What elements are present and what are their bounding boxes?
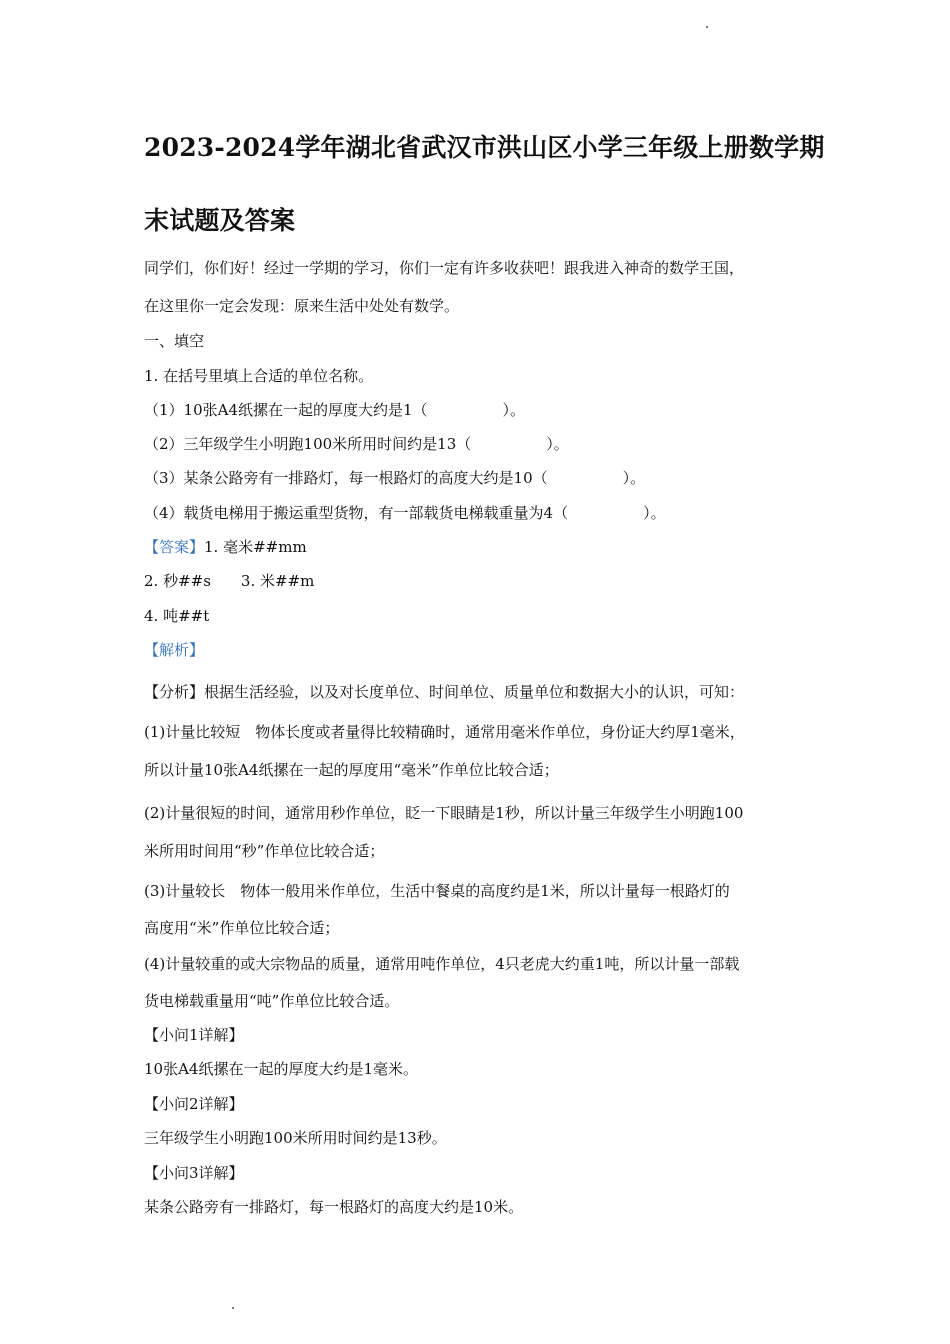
question-1-part-1: （1）10张A4纸摞在一起的厚度大约是1（ ）。 xyxy=(144,401,526,419)
title-line-2: 末试题及答案 xyxy=(144,206,296,235)
analysis-1-line-2: 所以计量10张A4纸摞在一起的厚度用“毫米”作单位比较合适； xyxy=(144,761,559,779)
analysis-2-line-1: (2)计量很短的时间，通常用秒作单位，眨一下眼睛是1秒，所以计量三年级学生小明跑100 xyxy=(144,804,744,822)
detail-2-text: 三年级学生小明跑100米所用时间约是13秒。 xyxy=(144,1129,447,1147)
analysis-4-line-2: 货电梯载重量用“吨”作单位比较合适。 xyxy=(144,992,400,1010)
intro-line-2: 在这里你一定会发现：原来生活中处处有数学。 xyxy=(144,297,460,315)
detail-1-heading: 【小问1详解】 xyxy=(144,1026,244,1044)
question-1-part-4: （4）载货电梯用于搬运重型货物，有一部载货电梯载重量为4（ ）。 xyxy=(144,504,666,522)
detail-3-text: 某条公路旁有一排路灯，每一根路灯的高度大约是10米。 xyxy=(144,1198,524,1216)
analysis-3-line-2: 高度用“米”作单位比较合适； xyxy=(144,919,340,937)
analysis-2-line-2: 米所用时间用“秒”作单位比较合适； xyxy=(144,842,385,860)
answer-line-1 xyxy=(144,537,307,557)
analysis-3-line-1: (3)计量较长 物体一般用米作单位，生活中餐桌的高度约是1米，所以计量每一根路灯的 xyxy=(144,882,730,900)
answer-line-2: 2. 秒##s 3. 米##m xyxy=(144,572,315,590)
detail-2-heading: 【小问2详解】 xyxy=(144,1095,244,1113)
corner-mark-bottom xyxy=(232,1307,234,1309)
question-1: 1. 在括号里填上合适的单位名称。 xyxy=(144,367,374,385)
analysis-summary: 【分析】根据生活经验，以及对长度单位、时间单位、质量单位和数据大小的认识，可知： xyxy=(144,683,745,701)
detail-1-text: 10张A4纸摞在一起的厚度大约是1毫米。 xyxy=(144,1060,419,1078)
section-heading: 一、填空 xyxy=(144,332,205,350)
answer-tag: 【答案】 xyxy=(144,538,205,556)
answer-1: 1. 毫米##mm xyxy=(204,538,307,556)
analysis-4-line-1: (4)计量较重的或大宗物品的质量，通常用吨作单位，4只老虎大约重1吨，所以计量一部载 xyxy=(144,955,740,973)
analysis-1-line-1: (1)计量比较短 物体长度或者量得比较精确时，通常用毫米作单位，身份证大约厚1毫米， xyxy=(144,723,745,741)
title-line-1: 2023-2024学年湖北省武汉市洪山区小学三年级上册数学期 xyxy=(144,133,825,162)
analysis-tag: 【解析】 xyxy=(144,641,205,659)
detail-3-heading: 【小问3详解】 xyxy=(144,1164,244,1182)
question-1-part-2: （2）三年级学生小明跑100米所用时间约是13（ ）。 xyxy=(144,435,569,453)
corner-mark-top xyxy=(706,26,708,28)
question-1-part-3: （3）某条公路旁有一排路灯，每一根路灯的高度大约是10（ ）。 xyxy=(144,469,646,487)
intro-line-1: 同学们，你们好！经过一学期的学习，你们一定有许多收获吧！跟我进入神奇的数学王国， xyxy=(144,259,745,277)
answer-line-3: 4. 吨##t xyxy=(144,607,210,625)
